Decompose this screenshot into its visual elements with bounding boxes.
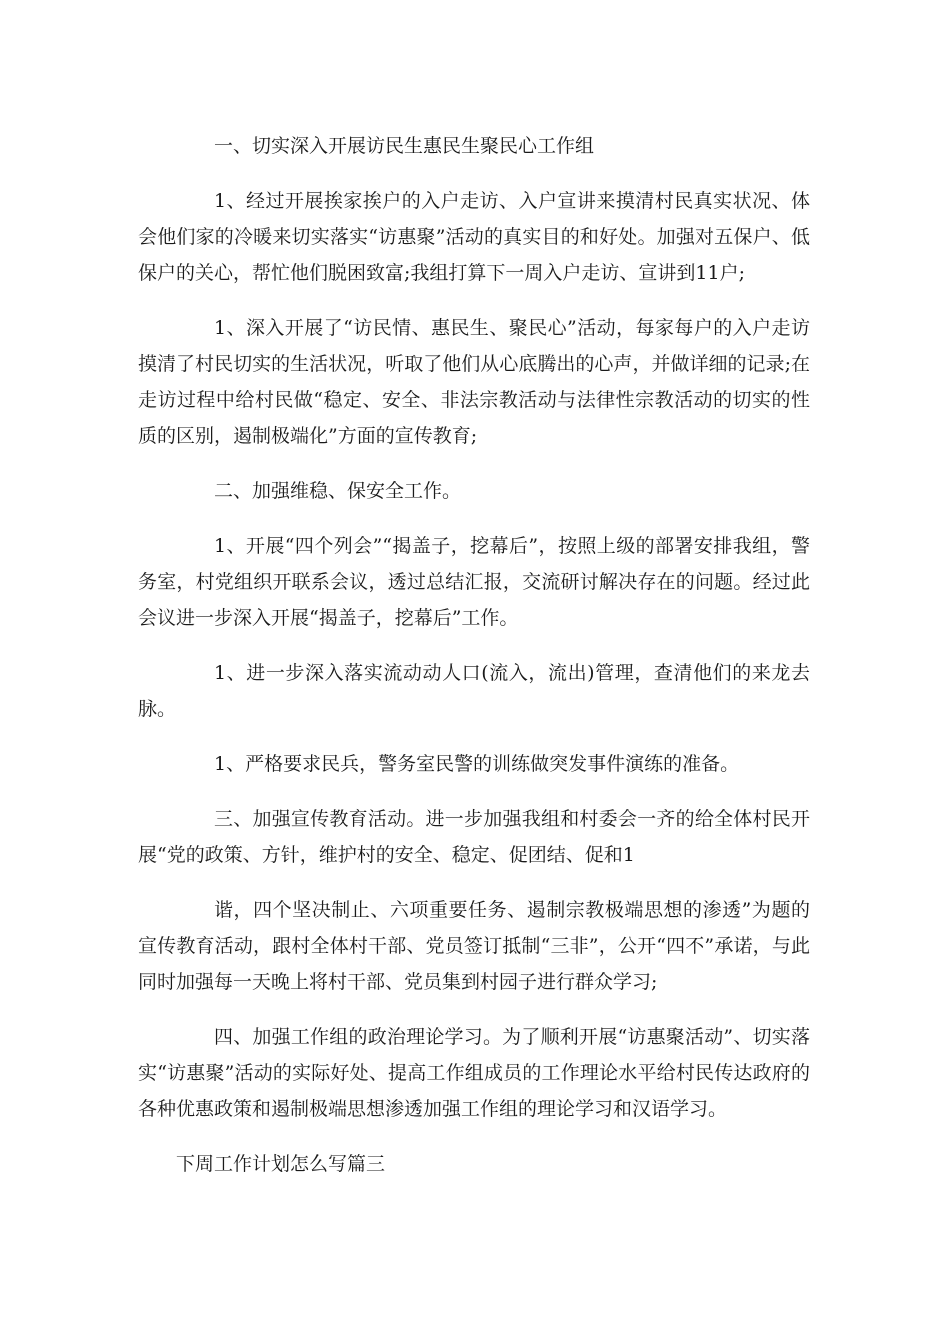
heading-section-3: 三、加强宣传教育活动。进一步加强我组和村委会一齐的给全体村民开展“党的政策、方针，维护村的安全、稳定、促团结、促和1	[138, 808, 810, 866]
paragraph-visit-households: 1、经过开展挨家挨户的入户走访、入户宣讲来摸清村民真实状况、体会他们家的冷暖来切实落实“访惠聚”活动的真实目的和好处。加强对五保户、低保户的关心，帮忙他们脱困致富;我组打算下一周入户走访、宣讲到11户;	[138, 190, 810, 284]
paragraph-four-meetings: 1、开展“四个列会”“揭盖子，挖幕后”，按照上级的部署安排我组，警务室，村党组织开联系会议，透过总结汇报，交流研讨解决存在的问题。经过此会议进一步深入开展“揭盖子，挖幕后”工作。	[138, 535, 810, 629]
heading-section-4: 四、加强工作组的政治理论学习。为了顺利开展“访惠聚活动”、切实落实“访惠聚”活动的实际好处、提高工作组成员的工作理论水平给村民传达政府的各种优惠政策和遏制极端思想渗透加强工作组的理论学习和汉语学习。	[138, 1026, 810, 1120]
document-page	[138, 128, 810, 1182]
paragraph-deepen-activity: 1、深入开展了“访民情、惠民生、聚民心”活动，每家每户的入户走访摸清了村民切实的生活状况，听取了他们从心底腾出的心声，并做详细的记录;在走访过程中给村民做“稳定、安全、非法宗教活动与法律性宗教活动的切实的性质的区别，遏制极端化”方面的宣传教育;	[138, 317, 810, 447]
section-title: 下周工作计划怎么写篇三	[176, 1153, 386, 1175]
heading-section-2: 二、加强维稳、保安全工作。	[214, 480, 462, 502]
heading-section-1: 一、切实深入开展访民生惠民生聚民心工作组	[214, 135, 595, 157]
paragraph-floating-population: 1、进一步深入落实流动动人口(流入，流出)管理，查清他们的来龙去脉。	[138, 662, 810, 720]
paragraph-militia-training: 1、严格要求民兵，警务室民警的训练做突发事件演练的准备。	[214, 753, 740, 775]
paragraph-propaganda-continued: 谐，四个坚决制止、六项重要任务、遏制宗教极端思想的渗透”为题的宣传教育活动，跟村全体村干部、党员签订抵制“三非”，公开“四不”承诺，与此同时加强每一天晚上将村干部、党员集到村园子进行群众学习;	[138, 899, 810, 993]
